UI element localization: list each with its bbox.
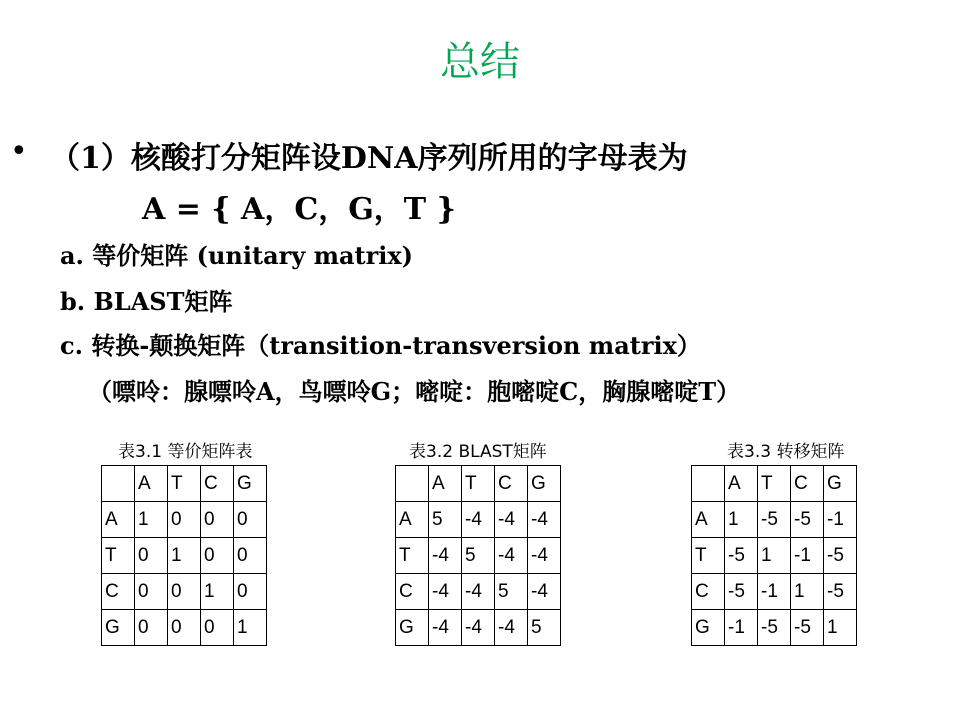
table-row bbox=[396, 610, 561, 646]
table-cell: 1 bbox=[168, 538, 201, 574]
table-header-cell: A bbox=[429, 466, 462, 502]
table-cell: 1 bbox=[758, 538, 791, 574]
table-cell: 0 bbox=[234, 502, 267, 538]
table-cell: 0 bbox=[135, 538, 168, 574]
table-cell: -5 bbox=[725, 538, 758, 574]
table-cell: -5 bbox=[758, 502, 791, 538]
line-alphabet-set: A = { A，C，G，T } bbox=[142, 192, 456, 227]
table-cell: -4 bbox=[429, 538, 462, 574]
table-cell: 0 bbox=[135, 574, 168, 610]
table-header-cell: C bbox=[201, 466, 234, 502]
table-row-label: G bbox=[692, 610, 725, 646]
table-cell: -4 bbox=[462, 502, 495, 538]
table-cell: -5 bbox=[791, 610, 824, 646]
table-cell: 1 bbox=[725, 502, 758, 538]
table-row bbox=[102, 502, 267, 538]
table-header-cell: A bbox=[725, 466, 758, 502]
table-cell: -1 bbox=[725, 610, 758, 646]
table-header-cell: C bbox=[495, 466, 528, 502]
table-row-label: C bbox=[102, 574, 135, 610]
table-cell: 5 bbox=[528, 610, 561, 646]
table-row-label: A bbox=[396, 502, 429, 538]
table-caption-unitary: 表3.1 等价矩阵表 bbox=[118, 442, 253, 462]
table-row bbox=[396, 502, 561, 538]
table-row bbox=[692, 502, 857, 538]
table-header-cell: A bbox=[135, 466, 168, 502]
table-row-label: T bbox=[396, 538, 429, 574]
table-cell: -4 bbox=[429, 574, 462, 610]
table-cell: 0 bbox=[201, 610, 234, 646]
table-header-cell bbox=[396, 466, 429, 502]
table-row bbox=[396, 538, 561, 574]
bullet-marker: • bbox=[10, 134, 28, 169]
table-cell: -4 bbox=[462, 610, 495, 646]
table-cell: 1 bbox=[201, 574, 234, 610]
table-cell: -5 bbox=[824, 538, 857, 574]
table-cell: 0 bbox=[168, 610, 201, 646]
transition-matrix-table bbox=[691, 465, 857, 646]
table-cell: 1 bbox=[234, 610, 267, 646]
table-row-label: A bbox=[102, 502, 135, 538]
table-cell: 0 bbox=[168, 502, 201, 538]
table-row bbox=[692, 610, 857, 646]
table-row bbox=[692, 574, 857, 610]
table-cell: -5 bbox=[824, 574, 857, 610]
table-cell: -4 bbox=[495, 502, 528, 538]
table-header-cell: G bbox=[824, 466, 857, 502]
table-cell: 0 bbox=[234, 574, 267, 610]
slide-title: 总结 bbox=[440, 39, 520, 85]
table-row bbox=[102, 610, 267, 646]
line-unitary-matrix: a. 等价矩阵 (unitary matrix) bbox=[60, 241, 414, 270]
blast-matrix-table bbox=[395, 465, 561, 646]
line-alphabet-intro: （1）核酸打分矩阵设DNA序列所用的字母表为 bbox=[50, 141, 688, 176]
table-cell: -1 bbox=[824, 502, 857, 538]
table-cell: 5 bbox=[462, 538, 495, 574]
table-header-row bbox=[692, 466, 857, 502]
table-row-label: G bbox=[396, 610, 429, 646]
table-cell: -4 bbox=[429, 610, 462, 646]
table-cell: -5 bbox=[758, 610, 791, 646]
table-cell: 5 bbox=[429, 502, 462, 538]
table-header-row bbox=[396, 466, 561, 502]
table-cell: 5 bbox=[495, 574, 528, 610]
table-cell: 0 bbox=[201, 502, 234, 538]
table-header-cell: T bbox=[168, 466, 201, 502]
table-cell: 0 bbox=[234, 538, 267, 574]
table-row-label: T bbox=[692, 538, 725, 574]
table-header-cell: T bbox=[462, 466, 495, 502]
table-header-cell bbox=[692, 466, 725, 502]
table-row-label: A bbox=[692, 502, 725, 538]
table-header-cell: T bbox=[758, 466, 791, 502]
unitary-matrix-table bbox=[101, 465, 267, 646]
table-row-label: G bbox=[102, 610, 135, 646]
line-transition-matrix: c. 转换-颠换矩阵（transition-transversion matrix） bbox=[60, 331, 701, 360]
table-caption-blast: 表3.2 BLAST矩阵 bbox=[409, 442, 547, 462]
table-row bbox=[692, 538, 857, 574]
table-header-cell bbox=[102, 466, 135, 502]
table-header-cell: G bbox=[234, 466, 267, 502]
table-cell: -4 bbox=[528, 538, 561, 574]
table-row bbox=[396, 574, 561, 610]
table-cell: -4 bbox=[528, 574, 561, 610]
table-cell: 1 bbox=[791, 574, 824, 610]
table-cell: -4 bbox=[462, 574, 495, 610]
table-cell: 1 bbox=[824, 610, 857, 646]
table-cell: 0 bbox=[168, 574, 201, 610]
table-row bbox=[102, 574, 267, 610]
table-row-label: T bbox=[102, 538, 135, 574]
table-cell: -1 bbox=[791, 538, 824, 574]
table-cell: -4 bbox=[528, 502, 561, 538]
table-cell: -5 bbox=[725, 574, 758, 610]
table-row-label: C bbox=[692, 574, 725, 610]
table-cell: -5 bbox=[791, 502, 824, 538]
table-row bbox=[102, 538, 267, 574]
table-cell: 0 bbox=[135, 610, 168, 646]
table-cell: -4 bbox=[495, 538, 528, 574]
table-cell: 1 bbox=[135, 502, 168, 538]
table-cell: -1 bbox=[758, 574, 791, 610]
line-blast-matrix: b. BLAST矩阵 bbox=[60, 287, 233, 316]
table-row-label: C bbox=[396, 574, 429, 610]
table-cell: 0 bbox=[201, 538, 234, 574]
table-header-cell: C bbox=[791, 466, 824, 502]
table-header-cell: G bbox=[528, 466, 561, 502]
table-header-row bbox=[102, 466, 267, 502]
table-cell: -4 bbox=[495, 610, 528, 646]
table-caption-transition: 表3.3 转移矩阵 bbox=[727, 442, 845, 462]
line-base-note: （嘌呤：腺嘌呤A，鸟嘌呤G；嘧啶：胞嘧啶C，胸腺嘧啶T） bbox=[88, 377, 741, 406]
